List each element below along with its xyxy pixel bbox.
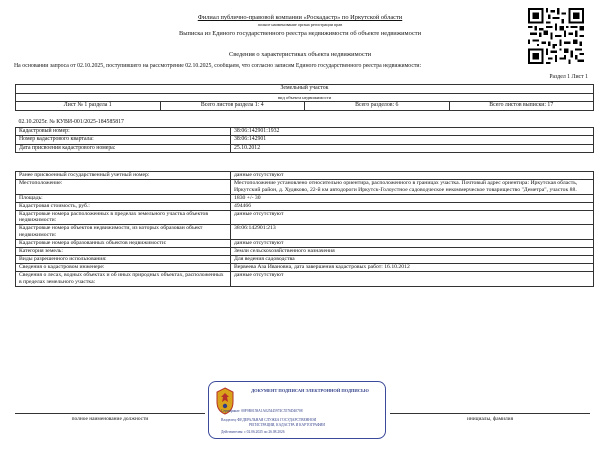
id-value: 25.10.2012 [231,144,594,153]
table-row [16,225,594,240]
extract-title: Выписка из Единого государственного реестра недвижимости об объекте недвижимости [178,30,421,37]
detail-label: Виды разрешенного использования: [16,255,231,263]
id-label: Кадастровый номер: [16,127,231,136]
sections-total: Всего разделов: 6 [305,102,450,111]
stamp-certificate: Сертификат: 00F9B0158A1A025445974C5576D40708 [221,409,303,413]
table-row [16,127,594,136]
detail-value: данные отсутствуют [231,271,594,286]
detail-label: Кадастровая стоимость, руб.: [16,202,231,210]
detail-value: 38:06:142901:213 [231,225,594,240]
detail-label: Ранее присвоенный государственный учетный номер: [16,172,231,180]
detail-value: Местоположение установлено относительно ориентира, расположенного в границах участка. Почтовый адрес ориентира: Иркутская область, Иркутский район, д. Худяково, 22-й км автодороги Иркутск-Голоустное садоводческое некоммерческое товарищество "Деметра", участок 88. [231,179,594,194]
detail-value: Для ведения садоводства [231,255,594,263]
table-row [16,210,594,225]
sheets-in-section: Всего листов раздела 1: 4 [160,102,305,111]
id-value: 38:06:142901:1932 [231,127,594,136]
id-value: 38:06:142901 [231,136,594,145]
id-label: Дата присвоения кадастрового номера: [16,144,231,153]
object-type-caption: вид объекта недвижимости [16,93,594,102]
position-signature-line [15,413,205,414]
stamp-title: ДОКУМЕНТ ПОДПИСАН ЭЛЕКТРОННОЙ ПОДПИСЬЮ [251,388,369,393]
detail-label: Сведения о кадастровом инженере: [16,263,231,271]
object-type: Земельный участок [16,85,594,94]
detail-label: Сведения о лесах, водных объектах и об иных природных объектах, расположенных в пределах земельного участка: [16,271,231,286]
electronic-signature-stamp [208,381,386,439]
object-header-table [15,84,594,111]
detail-value: данные отсутствуют [231,240,594,248]
table-row [16,136,594,145]
table-row [16,255,594,263]
detail-label: Площадь: [16,194,231,202]
table-row [16,179,594,194]
info-title: Сведения о характеристиках объекта недвижимости [228,51,372,58]
detail-label: Категория земель: [16,248,231,256]
table-row [16,263,594,271]
table-row [16,240,594,248]
section-label: Раздел 1 Лист 1 [549,74,588,80]
qr-code-icon [528,8,584,64]
detail-label: Кадастровые номера расположенных в пределах земельного участка объектов недвижимости: [16,210,231,225]
intro-text: На основании запроса от 02.10.2025, поступившего на рассмотрение 02.10.2025, сообщаем, что согласно записям Единого государственного реестра недвижимости: [14,63,422,69]
stamp-validity: Действителен: с 02.06.2025 по 26.08.2026 [221,430,285,434]
sheets-total: Всего листов выписки: 17 [449,102,594,111]
id-table [15,119,594,153]
detail-value: Вервеева Аза Ивановна, дата завершения кадастровых работ: 16.10.2012 [231,263,594,271]
name-signature-line [390,413,590,414]
detail-value: Земли сельскохозяйственного назначения [231,248,594,256]
document-number: 02.10.2025г. № КУВИ-001/2025-184585817 [18,119,124,125]
detail-label: Кадастровые номера объектов недвижимости, из которых образован объект недвижимости: [16,225,231,240]
table-row [16,172,594,180]
table-row [16,248,594,256]
table-row [16,202,594,210]
organization-name: Филиал публично-правовой компании «Роскадастр» по Иркутской области [197,14,403,21]
id-label: Номер кадастрового квартала: [16,136,231,145]
stamp-owner-cont: РЕГИСТРАЦИИ, КАДАСТРА И КАРТОГРАФИИ [249,423,325,427]
detail-value: данные отсутствуют [231,210,594,225]
detail-value: данные отсутствуют [231,172,594,180]
detail-label: Кадастровые номера образованных объектов недвижимости: [16,240,231,248]
detail-label: Местоположение: [16,179,231,194]
table-row [16,194,594,202]
detail-value: 494466 [231,202,594,210]
sheet-number: Лист № 1 раздела 1 [16,102,161,111]
position-caption: полное наименование должности [71,416,149,422]
table-row [16,144,594,153]
organization-caption: полное наименование органа регистрации прав [257,22,343,27]
name-caption: инициалы, фамилия [466,416,514,422]
detail-value: 1830 +/- 30 [231,194,594,202]
table-row [16,271,594,286]
details-table [15,171,594,287]
stamp-owner: Владелец: ФЕДЕРАЛЬНАЯ СЛУЖБА ГОСУДАРСТВЕННОЙ [221,418,317,422]
